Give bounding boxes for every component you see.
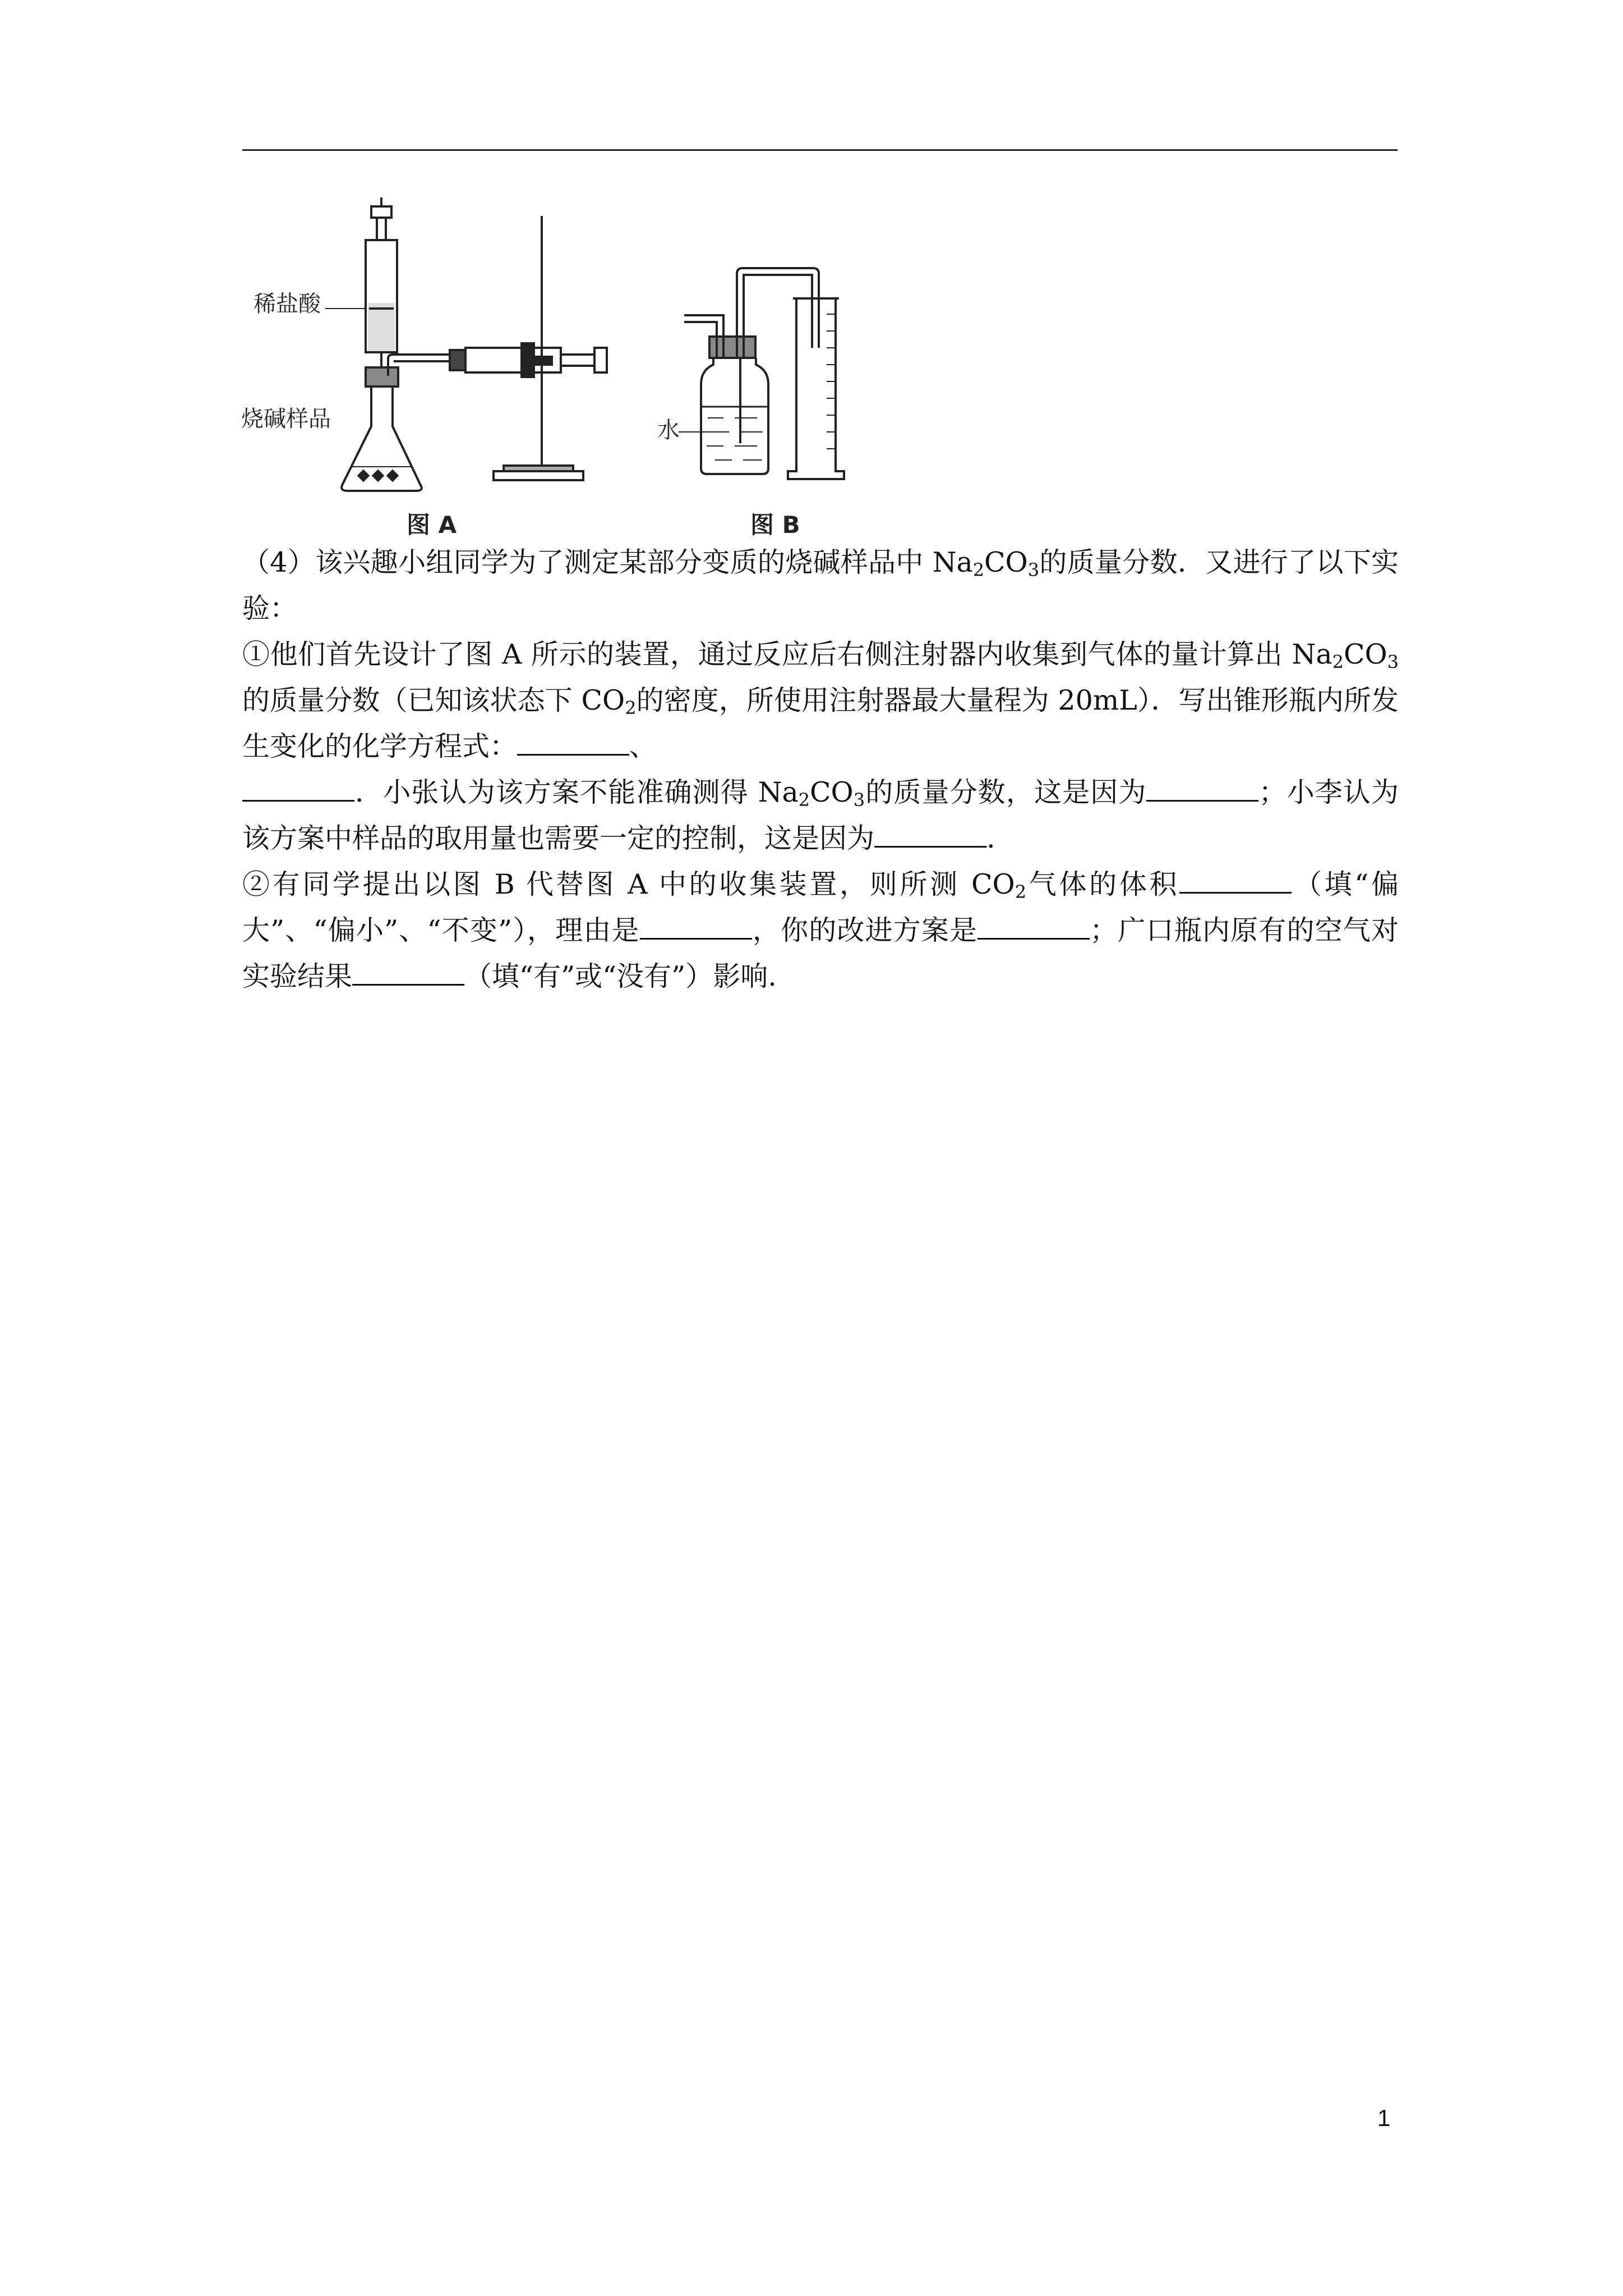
- answer-blank-equation-2[interactable]: [242, 772, 354, 802]
- apparatus-diagram: [241, 191, 869, 550]
- answer-blank-li-reason[interactable]: [874, 818, 986, 848]
- question-part-1: ①他们首先设计了图 A 所示的装置，通过反应后右侧注射器内收集到气体的量计算出 $Na_2CO_3$的质量分数（已知该状态下 $CO_2$的密度，所使用注射器最大量程为 20mL）．写出锥形瓶内所发生变化的化学方程式： 、 ．小张认为该方案不能准确测得 $Na_2CO_3$的质量分数，这是因为 ；小李认为该方案中样品的取用量也需要一定的控制，这是因为 .: [242, 638, 1399, 854]
- caustic-soda-sample: [357, 470, 399, 482]
- wide-mouth-bottle: [701, 337, 768, 474]
- label-dilute-hydrochloric-acid: 稀盐酸: [253, 291, 321, 317]
- graduated-cylinder: [788, 298, 844, 479]
- answer-blank-improvement[interactable]: [978, 910, 1090, 940]
- caption-figure-b: 图 B: [750, 511, 800, 539]
- question-4: [242, 540, 1399, 1000]
- page-number: 1: [1377, 2105, 1391, 2131]
- figure-a: [342, 197, 607, 491]
- answer-blank-air-effect[interactable]: [352, 956, 464, 986]
- answer-blank-volume-effect[interactable]: [1179, 864, 1292, 894]
- answer-blank-equation-1[interactable]: [517, 726, 629, 756]
- apparatus-figures: [241, 191, 869, 550]
- water-in-bottle: [707, 418, 763, 460]
- label-water: 水: [657, 417, 680, 443]
- gas-syringe: [450, 343, 607, 377]
- conical-flask: [342, 367, 422, 491]
- question-intro: （4）该兴趣小组同学为了测定某部分变质的烧碱样品中 $Na_2CO_3$的质量分数．又进行了以下实验：: [242, 546, 1399, 624]
- answer-blank-zhang-reason[interactable]: [1146, 772, 1258, 802]
- label-caustic-soda-sample: 烧碱样品: [241, 406, 331, 432]
- figure-b: [684, 268, 844, 479]
- header-rule: [242, 149, 1398, 151]
- answer-blank-reason[interactable]: [640, 910, 752, 940]
- acid-syringe: [366, 197, 397, 379]
- caption-figure-a: 图 A: [407, 511, 457, 539]
- question-part-2: ②有同学提出以图 B 代替图 A 中的收集装置，则所测 $CO_2$气体的体积 （填“偏大”、“偏小”、“不变”），理由是 ，你的改进方案是 ；广口瓶内原有的空气对实验结果 （填“有”或“没有”）影响.: [242, 862, 1399, 1000]
